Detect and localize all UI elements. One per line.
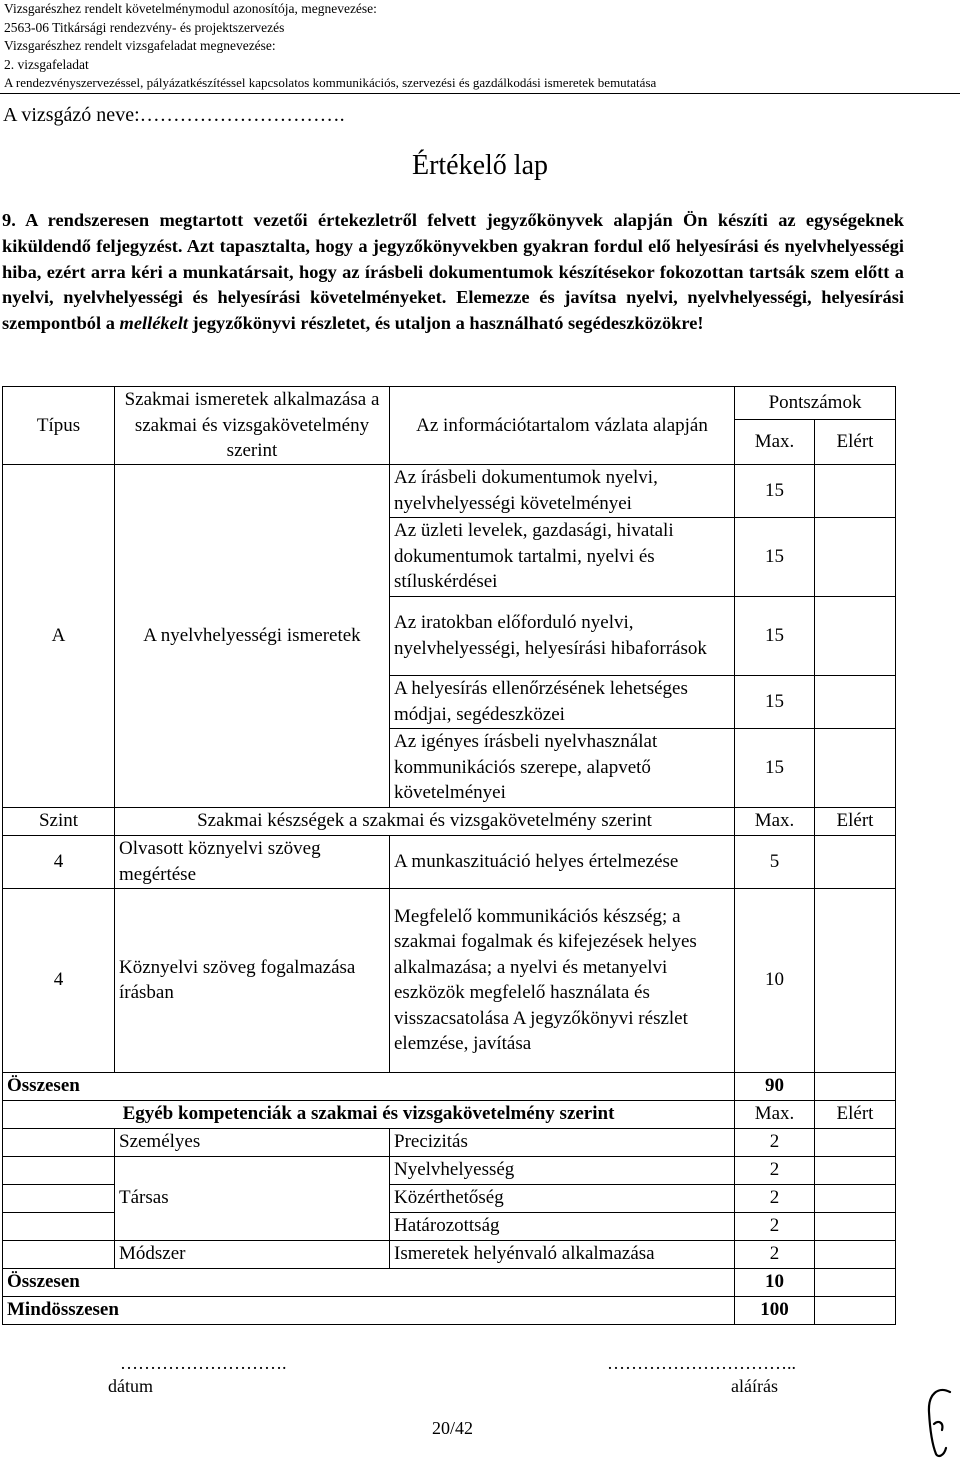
task-text-2: jegyzőkönyvi részletet, és utaljon a használható segédeszközökre! [187,313,704,334]
document-header [4,0,956,93]
task-description [2,208,904,337]
achieved-cell [815,835,896,888]
header-line-3: Vizsgarészhez rendelt vizsgafeladat megnevezése: [4,38,276,53]
max-header: Max. [735,420,815,464]
skill-cell: Köznyelvi szöveg fogalmazása írásban [115,888,390,1072]
page-number: 20/42 [431,1418,473,1438]
subtotal-label: Összesen [3,1072,735,1100]
points-header: Pontszámok [735,387,896,420]
achieved-header: Elért [815,1100,896,1128]
max-cell: 2 [735,1156,815,1184]
subtotal-row [3,1072,896,1100]
subtotal-label: Összesen [3,1268,735,1296]
header-divider [0,93,960,94]
content-cell: Az iratokban előforduló nyelvi, nyelvhelyességi, helyesírási hibaforrások [390,596,735,675]
table-row [3,888,896,1072]
achieved-cell [815,1268,896,1296]
item-cell: Ismeretek helyénvaló alkalmazása [390,1240,735,1268]
content-cell: A helyesírás ellenőrzésének lehetséges módjai, segédeszközei [390,675,735,728]
content-cell: Az igényes írásbeli nyelvhasználat kommunikációs szerepe, alapvető követelményei [390,728,735,807]
candidate-name-field: A vizsgázó neve:…………………………. [3,104,345,126]
content-cell: Az üzleti levelek, gazdasági, hivatali dokumentumok tartalmi, nyelvi és stíluskérdései [390,517,735,596]
level-cell: 4 [3,888,115,1072]
item-cell: Nyelvhelyesség [390,1156,735,1184]
grand-total-label: Mindösszesen [3,1296,735,1324]
table-row [3,1128,896,1156]
max-cell: 10 [735,888,815,1072]
skill-cell: Olvasott köznyelvi szöveg megértése [115,835,390,888]
grand-total-value: 100 [735,1296,815,1324]
achieved-cell [815,1128,896,1156]
achieved-cell [815,1156,896,1184]
content-cell: A munkaszituáció helyes értelmezése [390,835,735,888]
item-cell: Közérthetőség [390,1184,735,1212]
max-cell: 2 [735,1212,815,1240]
achieved-cell [815,1296,896,1324]
header-line-1: Vizsgarészhez rendelt követelménymodul azonosítója, megnevezése: [4,1,377,16]
max-cell: 15 [735,464,815,517]
item-cell: Precizitás [390,1128,735,1156]
max-header: Max. [735,807,815,835]
task-text-italic: mellékelt [119,313,188,334]
page-title: Értékelő lap [411,150,549,181]
level-header: Szint [3,807,115,835]
date-label: dátum [108,1376,153,1396]
subtotal-row [3,1268,896,1296]
subtotal-value: 90 [735,1072,815,1100]
max-cell: 2 [735,1128,815,1156]
handwritten-signature-icon [920,1384,956,1460]
knowledge-header: Szakmai ismeretek alkalmazása a szakmai és vizsgakövetelmény szerint [115,387,390,465]
achieved-cell [815,1072,896,1100]
table-row [3,1156,896,1184]
other-header-row [3,1100,896,1128]
evaluation-table [2,386,896,1325]
max-cell: 15 [735,728,815,807]
header-line-4: 2. vizsgafeladat [4,56,89,72]
achieved-cell [815,517,896,596]
content-cell: Megfelelő kommunikációs készség; a szakmai fogalmak és kifejezések helyes alkalmazása; a nyelvi és metanyelvi eszközök megfelelő használata és visszacsatolása A jegyzőkönyvi részlet elemzése, javítása [390,888,735,1072]
achieved-cell [815,1184,896,1212]
achieved-cell [815,675,896,728]
content-header: Az információtartalom vázlata alapján [390,387,735,465]
group-cell: Módszer [115,1240,390,1268]
section-type: A [3,464,115,807]
content-cell: Az írásbeli dokumentumok nyelvi, nyelvhelyességi követelményei [390,464,735,517]
signature-label: aláírás [731,1376,778,1396]
max-cell: 2 [735,1240,815,1268]
table-header-row [3,387,896,420]
max-cell: 2 [735,1184,815,1212]
table-row [3,464,896,517]
level-cell: 4 [3,835,115,888]
header-line-2: 2563-06 Titkársági rendezvény- és projektszervezés [4,19,285,35]
group-cell: Társas [115,1156,390,1240]
max-cell: 5 [735,835,815,888]
achieved-header: Elért [815,807,896,835]
achieved-cell [815,464,896,517]
achieved-cell [815,728,896,807]
achieved-cell [815,596,896,675]
skills-header-row [3,807,896,835]
task-text-1: 9. A rendszeresen megtartott vezetői értekezletről felvett jegyzőkönyvek alapján Ön készíti az egységeknek kiküldendő feljegyzést. Azt tapasztalta, hogy a jegyzőkönyvekben gyakran fordul elő helyesírási és nyelvhelyességi hiba, ezért arra kéri a munkatársait, hogy az írásbeli dokumentumok készítésekor fokozottan tartsák szem előtt a nyelvi, nyelvhelyességi és helyesírási követelményeket. Elemezze és javítsa nyelvi, nyelvhelyességi, helyesírási szempontból a [2,210,904,334]
max-cell: 15 [735,675,815,728]
group-cell: Személyes [115,1128,390,1156]
max-header: Max. [735,1100,815,1128]
max-cell: 15 [735,596,815,675]
achieved-cell [815,1212,896,1240]
grand-total-row [3,1296,896,1324]
achieved-cell [815,1240,896,1268]
table-row [3,835,896,888]
achieved-cell [815,888,896,1072]
signature-dots: ………………………….. [607,1353,796,1373]
section-knowledge: A nyelvhelyességi ismeretek [115,464,390,807]
subtotal-value: 10 [735,1268,815,1296]
max-cell: 15 [735,517,815,596]
item-cell: Határozottság [390,1212,735,1240]
date-dots: ………………………. [120,1353,287,1373]
other-title: Egyéb kompetenciák a szakmai és vizsgakövetelmény szerint [3,1100,735,1128]
table-row [3,1240,896,1268]
skills-title: Szakmai készségek a szakmai és vizsgakövetelmény szerint [115,807,735,835]
achieved-header: Elért [815,420,896,464]
type-header: Típus [3,387,115,465]
header-line-5: A rendezvényszervezéssel, pályázatkészítéssel kapcsolatos kommunikációs, szervezési és gazdálkodási ismeretek bemutatása [4,75,657,90]
